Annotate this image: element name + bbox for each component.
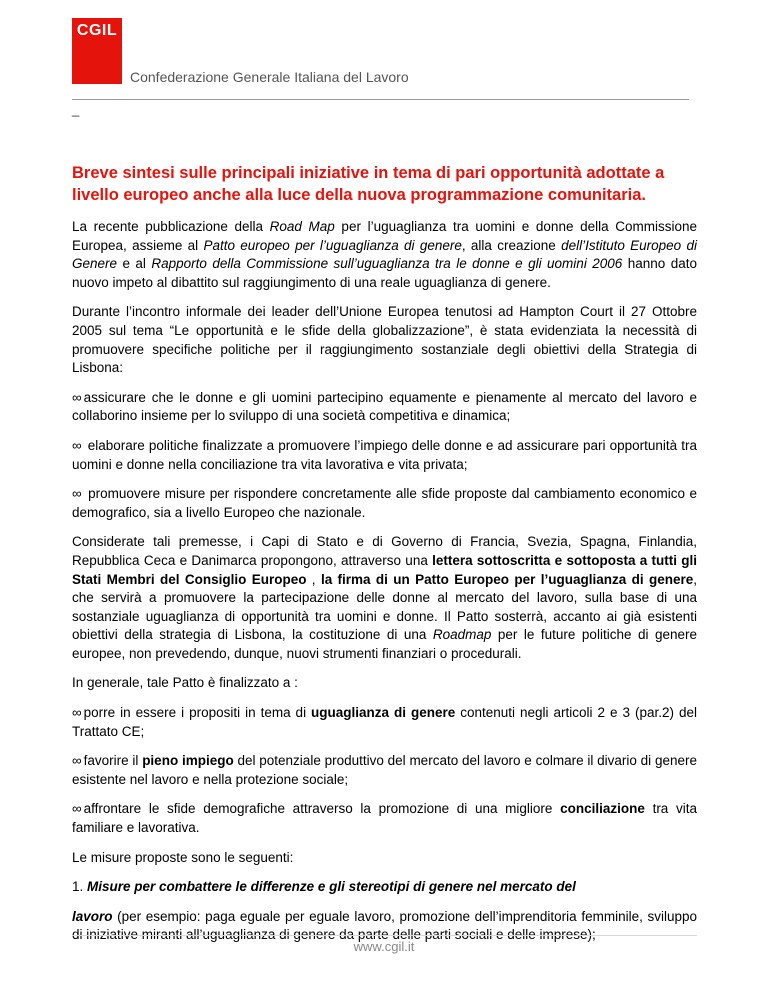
bullet-text: affrontare le sfide demografiche attraverso la promozione di una migliore [83,801,561,817]
bullet-text: elaborare politiche finalizzate a promuovere l’impiego delle donne e ad assicurare pari opportunità tra uomini e donne nella conciliazione tra vita lavorativa e vita privata; [72,437,697,472]
premesse-paragraph [72,533,697,663]
istituto-term: dell’Istituto Europeo di Genere [72,237,697,272]
road-map-term: Road Map [269,219,335,234]
bullet-text: del potenziale produttivo del mercato del lavoro e colmare il divario di genere esistente nel lavoro e nella protezione sociale; [72,753,697,787]
footer-divider [72,935,697,936]
misura-bold-word: lavoro [72,908,113,924]
header-dash: _ [72,102,80,117]
patto-term: Patto europeo per l’uguaglianza di genere [203,237,462,253]
premesse-bold: lettera sottoscritta e sottoposta a tutti gli Stati Membri del Consiglio Europeo [72,552,698,587]
premesse-text: , [306,571,321,587]
lisbon-bullet [72,437,697,474]
premesse-text: , che servirà a promuovere la partecipazione delle donne al mercato del lavoro, sulla base di una sostanziale uguaglianza di opportunità tra uomini e donne. Il Patto sosterrà, accanto ai già esistenti obiettivi della strategia di Lisbona, la costituzione di una [72,571,697,643]
bullet-text: promuovere misure per rispondere concretamente alle sfide proposte dal cambiamento economico e demografico, sia a livello Europeo che nazionale. [72,486,697,520]
cgil-logo [72,18,122,84]
infinity-bullet-icon: ∞ [72,389,82,405]
misura-1-heading [72,878,697,897]
bullet-text: favorire il [83,753,143,769]
intro-paragraph [72,218,697,292]
footer-url[interactable]: www.cgil.it [353,939,415,954]
bullet-text: tra vita familiare e lavorativa. [72,801,698,836]
patto-bullet [72,752,697,789]
organization-name: Confederazione Generale Italiana del Lavoro [130,69,409,85]
patto-bullet [72,704,697,741]
lisbon-bullet [72,485,697,522]
premesse-bold: la firma di un Patto Europeo per l’uguaglianza di genere [320,571,694,587]
intro-text: , alla creazione [461,237,562,253]
lisbon-bullet [72,389,697,426]
intro-text: per l’uguaglianza tra uomini e donne della Commissione Europea, assieme al [72,219,697,253]
intro-text: e al [117,256,152,272]
premesse-text: per le future politiche di genere europee, non prevedendo, dunque, nuovi strumenti finanziari o procedurali. [72,627,697,661]
intro-text: hanno dato nuovo impeto al dibattito sul raggiungimento di una reale uguaglianza di genere. [72,256,697,290]
bullet-text: assicurare che le donne e gli uomini partecipino equamente e pienamente al mercato del lavoro e collaborino insieme per lo sviluppo di una società competitiva e dinamica; [72,389,697,424]
bullet-bold: uguaglianza di genere [311,705,456,721]
misura-number: 1. [72,879,88,895]
hampton-paragraph: Durante l’incontro informale dei leader dell’Unione Europea tenutosi ad Hampton Court il 27 Ottobre 2005 sul tema “Le opportunità e le sfide della globalizzazione”, è stata evidenziata la necessità di promuovere specifiche politiche per il raggiungimento sostanziale degli obiettivi della Strategia di Lisbona: [72,304,697,376]
infinity-bullet-icon: ∞ [72,705,82,721]
header-divider [72,99,689,100]
intro-text: La recente pubblicazione della [72,219,270,234]
infinity-bullet-icon: ∞ [72,801,82,817]
roadmap-term: Roadmap [432,627,492,643]
bullet-bold: pieno impiego [142,753,234,769]
misure-intro: Le misure proposte sono le seguenti: [72,849,294,865]
rapporto-term: Rapporto della Commissione sull’uguaglianza tra le donne e gli uomini 2006 [151,256,623,272]
patto-bullet [72,800,697,837]
bullet-bold: conciliazione [560,801,645,817]
misura-text: (per esempio: paga eguale per eguale lavoro, promozione dell’imprenditoria femminile, sviluppo di iniziative miranti all’uguaglianza di genere da parte delle parti sociali e delle imprese); [72,908,697,943]
document-body [72,162,697,956]
in-generale-paragraph: In generale, tale Patto è finalizzato a : [72,675,298,691]
infinity-bullet-icon: ∞ [72,753,82,769]
document-title: Breve sintesi sulle principali iniziative in tema di pari opportunità adottate a livello europeo anche alla luce della nuova programmazione comunitaria. [72,164,665,204]
bullet-text: porre in essere i propositi in tema di [83,705,312,721]
premesse-text: Considerate tali premesse, i Capi di Stato e di Governo di Francia, Svezia, Spagna, Finlandia, Repubblica Ceca e Danimarca propongono, attraverso una [72,534,697,568]
bullet-text: contenuti negli articoli 2 e 3 (par.2) del Trattato CE; [72,705,697,739]
infinity-bullet-icon: ∞ [72,486,82,502]
misura-heading: Misure per combattere le differenze e gli stereotipi di genere nel mercato del [87,879,576,895]
infinity-bullet-icon: ∞ [72,437,82,453]
logo-text: CGIL [76,22,118,39]
